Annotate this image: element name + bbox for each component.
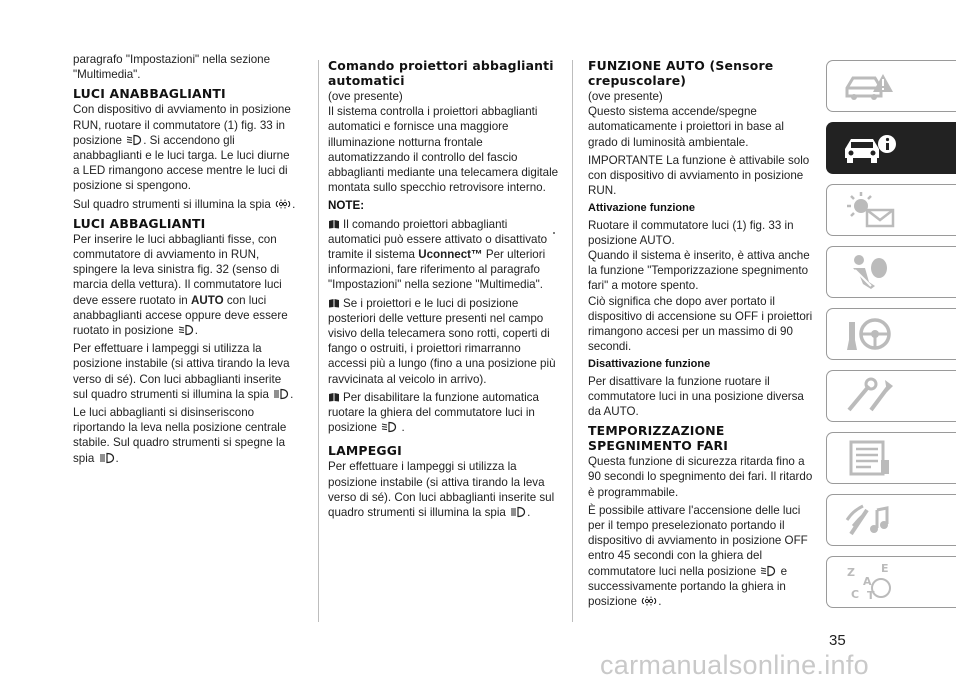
- paragraph-lampeggi-1: [73, 341, 297, 402]
- note-3: [328, 390, 561, 436]
- paragraph-spia-posizione: [73, 197, 297, 212]
- text-span: .: [292, 197, 296, 211]
- index-letter: Z: [847, 566, 855, 579]
- car-warning-icon: [841, 66, 897, 106]
- text-span: .: [290, 387, 294, 401]
- paragraph-significa: Ciò significa che dopo aver portato il dispositivo di accensione su OFF i proiettori rimangono accesi per un massimo di 90 secondi.: [588, 294, 813, 354]
- document-icon: [841, 438, 897, 478]
- page-number: 35: [829, 632, 846, 649]
- paragraph-sistema: Il sistema controlla i proiettori abbaglianti automatici e fornisce una maggiore illuminazione notturna frontale automatizzando il controllo del fascio abbaglianti mediante una telecamera digitale montata sullo specchio retrovisore interno.: [328, 105, 559, 195]
- tab-multimedia[interactable]: [826, 494, 956, 546]
- heading-temporizzazione: TEMPORIZZAZIONE SPEGNIMENTO FARI: [588, 423, 729, 454]
- alphabet-index-icon: [841, 562, 897, 602]
- text-span: Il comando proiettori abbaglianti automatici può essere attivato o disattivato tramite il sistema: [328, 217, 548, 262]
- index-letter: T: [867, 589, 875, 602]
- heading-attivazione: Attivazione funzione: [588, 202, 695, 215]
- text-span: Le luci abbaglianti si disinseriscono riportando la leva nella posizione centrale stabile. Sul quadro strumenti si spegne la spia: [73, 406, 287, 465]
- ove-presente-note: (ove presente): [328, 90, 403, 103]
- low-beam-icon: [760, 565, 776, 577]
- text-span: Per inserire le luci abbaglianti fisse, con commutatore di avviamento in RUN, spingere la leva sinistra fig. 32 (senso di marcia della vettura). Il commutatore luci deve essere ruotato in: [73, 232, 282, 307]
- car-info-icon: [841, 128, 897, 168]
- text-span: .: [527, 506, 531, 520]
- intro-paragraph: paragrafo "Impostazioni" nella sezione "Multimedia".: [73, 53, 271, 82]
- book-icon: [328, 392, 340, 402]
- text-span: È possibile attivare l'accensione delle luci per il tempo preselezionato portando il dispositivo di avviamento in posizione OFF entro 45 secondi con la ghiera del commutatore luci nella posizione: [588, 503, 808, 578]
- heading-funzione-auto: FUNZIONE AUTO (Sensore crepuscolare): [588, 58, 774, 88]
- media-icon: [841, 500, 897, 540]
- text-column-3: [588, 52, 814, 612]
- low-beam-icon: [178, 324, 194, 336]
- paragraph-disattivazione: Per disattivare la funzione ruotare il commutatore luci in una posizione diversa da AUTO.: [588, 374, 804, 419]
- text-span: e successivamente portando la ghiera in posizione: [588, 564, 788, 609]
- position-lights-icon: [641, 595, 657, 607]
- text-span: .: [115, 451, 119, 465]
- book-icon: [328, 219, 340, 229]
- index-letter: E: [881, 562, 889, 575]
- tab-car-warning[interactable]: [826, 60, 956, 112]
- auto-label: AUTO: [190, 293, 224, 307]
- paragraph-anabbaglianti: [73, 102, 297, 193]
- low-beam-icon: [126, 134, 142, 146]
- note-label: NOTE:: [328, 199, 365, 213]
- column-separator: [572, 60, 573, 622]
- text-column-2: [328, 52, 561, 523]
- text-span: .: [401, 421, 405, 435]
- note-2: [328, 296, 561, 387]
- text-span: .: [658, 595, 662, 609]
- tab-car-info[interactable]: [826, 122, 956, 174]
- high-beam-icon: [273, 388, 289, 400]
- column-separator: [318, 60, 319, 622]
- high-beam-icon: [99, 452, 115, 464]
- note-1: [328, 217, 561, 293]
- low-beam-icon: [381, 421, 397, 433]
- text-span: Con dispositivo di avviamento in posizione RUN, ruotare il commutatore (1) fig. 33 in posizione: [73, 103, 291, 147]
- heading-lampeggi: LAMPEGGI: [328, 443, 402, 459]
- text-span: Per effettuare i lampeggi si utilizza la posizione instabile (si attiva tirando la leva verso di sé). Con luci abbaglianti inserite sul quadro strumenti si illumina la spia: [73, 342, 290, 401]
- airbag-seat-icon: [841, 252, 897, 292]
- high-beam-icon: [510, 506, 526, 518]
- tab-technical-data[interactable]: [826, 432, 956, 484]
- paragraph-accensione: [588, 503, 814, 609]
- tab-safety[interactable]: [826, 246, 956, 298]
- text-span: Se i proiettori e le luci di posizione posteriori delle vetture presenti nel campo visivo della telecamera sono rotti, coperti di fango o ostruiti, i proiettori rimarranno accessi più a lungo (fino a una posizione più ravvicinata al veicolo in arrivo).: [328, 296, 556, 386]
- paragraph-attivazione: Ruotare il commutatore luci (1) fig. 33 in posizione AUTO.: [588, 218, 794, 247]
- index-letter: A: [863, 575, 872, 588]
- text-column-1: [73, 52, 297, 469]
- paragraph-disinserimento: [73, 405, 297, 466]
- paragraph-importante: IMPORTANTE La funzione è attivabile solo con dispositivo di avviamento in posizione RUN.: [588, 153, 810, 198]
- index-letter: C: [851, 588, 860, 601]
- heading-comando-proiettori: Comando proiettori abbaglianti automatici: [328, 58, 554, 88]
- chapter-tabs: [826, 60, 956, 618]
- position-lights-icon: [275, 198, 291, 210]
- uconnect-label: Uconnect™: [418, 248, 483, 262]
- paragraph-temporizzazione: Questa funzione di sicurezza ritarda fino a 90 secondi lo spegnimento dei fari. Il ritardo è programmabile.: [588, 455, 813, 499]
- light-envelope-icon: [841, 190, 897, 230]
- tab-lights-messages[interactable]: [826, 184, 956, 236]
- watermark: carmanualsonline.info: [600, 650, 869, 680]
- heading-luci-abbaglianti: LUCI ABBAGLIANTI: [73, 215, 206, 231]
- tab-driving[interactable]: [826, 308, 956, 360]
- text-span: . Si accendono gli anabbaglianti e le luci targa. Le luci diurne a LED rimangono accese mentre le luci di posizione si spengono.: [73, 133, 290, 193]
- text-span: Per ulteriori informazioni, fare riferimento al paragrafo "Impostazioni" nella sezione "Multimedia".: [328, 248, 546, 292]
- heading-disattivazione: Disattivazione funzione: [588, 358, 711, 371]
- paragraph-sistema-auto: Questo sistema accende/spegne automaticamente i proiettori in base al grado di luminosità ambientale.: [588, 105, 784, 149]
- text-span: Per effettuare i lampeggi si utilizza la posizione instabile (si attiva tirando la leva verso di sé). Con luci abbaglianti inserite sul quadro strumenti si illumina la spia: [328, 460, 555, 520]
- ove-presente-note: (ove presente): [588, 90, 663, 103]
- paragraph-abbaglianti: [73, 232, 297, 338]
- tab-maintenance[interactable]: [826, 370, 956, 422]
- tab-index[interactable]: [826, 556, 956, 608]
- tools-icon: [841, 376, 897, 416]
- heading-luci-anabbaglianti: LUCI ANABBAGLIANTI: [73, 86, 226, 102]
- paragraph-sistema-inserito: Quando il sistema è inserito, è attiva anche la funzione "Temporizzazione spegnimento fari" a motore spento.: [588, 249, 810, 293]
- text-span: .: [194, 324, 199, 338]
- wrench-steering-icon: [841, 314, 897, 354]
- text-span: con luci anabbaglianti accese oppure deve essere ruotato in posizione: [73, 293, 288, 338]
- paragraph-lampeggi-2: [328, 459, 561, 520]
- decorative-dot: [553, 232, 555, 234]
- book-icon: [328, 298, 340, 308]
- text-span: Sul quadro strumenti si illumina la spia: [73, 197, 271, 211]
- text-span: Per disabilitare la funzione automatica ruotare la ghiera del commutatore luci in posizione: [328, 390, 539, 435]
